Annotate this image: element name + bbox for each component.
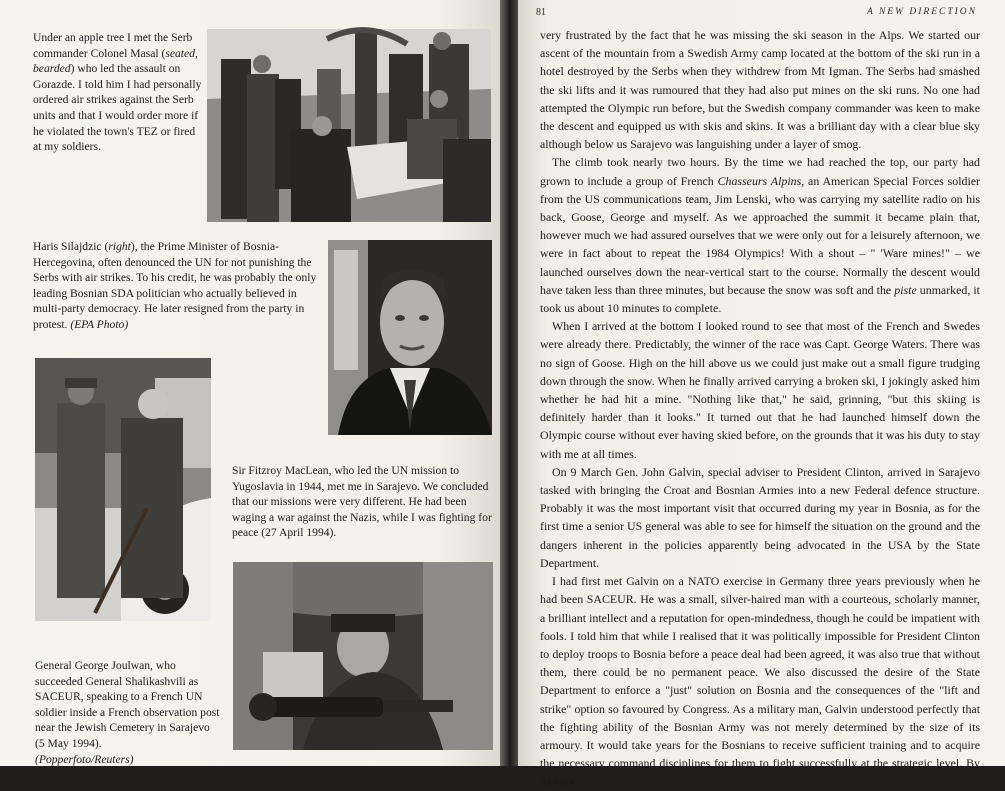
caption-joulwan: General George Joulwan, who succeeded General Shalikashvili as SACEUR, speaking to a French UN soldier inside a French observation post near the Jewish Cemetery in Sarajevo (5 May 1994). (Popperfoto/Reuters) <box>35 659 220 766</box>
page-number: 81 <box>536 7 546 18</box>
paragraph-3: When I arrived at the bottom I looked round to see that most of the French and Swedes were already there. Predictably, the winner of the race was Capt. George Waters. There was no sign of Goose. High on the hill above us we could just make out a small figure trudging down through the snow. When he finally arrived carrying a broken ski, I jokingly asked him whether he had hit a mine. "Nothing like that," he said, grinning, "but this skiing is definitely harder than it looks." It turned out that he had launched himself down the Olympic course without ever having skied before, on the grounds that it was his duty to stay with me at all times. <box>540 319 980 461</box>
paragraph-5: I had first met Galvin on a NATO exercise in Germany three years previously when he had been SACEUR. He was a small, silver-haired man with a courteous, scholarly manner, a brilliant intellect and a reputation for open-mindedness, though he could be impatient with fools. I told him that while I realised that it was politically impossible for President Clinton to deploy troops to Bosnia before a peace deal had been agreed, it was also true that without them, there could be no permanent peace. We also discussed the desire of the State Department to enforce a "just" solution on Bosnia and the consequences of the "lift and strike" option so favoured by Congress. As a military man, Galvin understood perfectly that the fighting ability of the Bosnian Army was not merely determined by the size of its armoury. It would take years for the Bosnians to receive sufficient training and to acquire the necessary command disciplines for them to fight successfully at the strategic level. By its very <box>540 574 980 789</box>
caption-masal: Under an apple tree I met the Serb commander Colonel Masal (seated, bearded) who led the assault on Gorazde. I told him I had personally ordered air strikes against the Serb units and that I would order more if he violated the town's TEZ or fired at my soldiers. <box>33 31 202 154</box>
photo-fitzroy-maclean <box>35 358 211 621</box>
book-gutter <box>500 0 518 766</box>
section-title: A NEW DIRECTION <box>866 7 977 17</box>
caption-maclean: Sir Fitzroy MacLean, who led the UN mission to Yugoslavia in 1944, met me in Sarajevo. We concluded that our missions were very different. He had been waging a war against the Nazis, while I was fighting for peace (27 April 1994). <box>232 464 492 540</box>
right-page <box>518 0 1005 789</box>
caption-silajdzic: Haris Silajdzic (right), the Prime Minister of Bosnia-Hercegovina, often denounced the UN for not punishing the Serbs with air strikes. To his credit, he was probably the only leading Bosnian SDA politician who actually believed in multi-party democracy. He later resigned from the party in protest. (EPA Photo) <box>33 240 317 331</box>
paragraph-1: very frustrated by the fact that he was missing the ski season in the Alps. We started our ascent of the mountain from a Swedish Army camp located at the bottom of the ski run in a hotel destroyed by the Serbs when they withdrew from Mt Igman. The Serbs had smashed the ski lifts and it was rumoured that they had also put mines on the ski runs. No one had attempted the Olympic run before, but the Swedish company commander was keen to make the descent and equipped us with skis and skins. It was a brilliant day with a clear blue sky although below us Sarajevo was languishing under a layer of smog. <box>540 28 980 152</box>
photo-serb-commander-meeting <box>207 29 491 222</box>
left-page <box>0 0 500 766</box>
photo-joulwan-observation-post <box>233 562 493 750</box>
body-text <box>540 26 980 791</box>
photo-haris-silajdzic <box>328 240 492 435</box>
paragraph-2: The climb took nearly two hours. By the time we had reached the top, our party had grown to include a group of French Chasseurs Alpins, an American Special Forces soldier from the US communications team, Jim Lenski, who was carrying my satellite radio on his back, Goose, George and myself. As we approached the summit it became plain that, however much we had assured ourselves that we were only out for a leisurely afternoon, we were in fact about to repeat the 1984 Olympics! With a shout – " 'Ware mines!" – we launched ourselves down the near-vertical start to the course. Normally the descent would have taken less than three minutes, but because the snow was soft and the piste unmarked, it took us about 10 minutes to complete. <box>540 155 980 316</box>
paragraph-4: On 9 March Gen. John Galvin, special adviser to President Clinton, arrived in Sarajevo tasked with bringing the Croat and Bosnian Armies into a new Federal defence structure. Probably it was the most important visit that occurred during my year in Bosnia, as for the first time a senior US general was able to see for himself the situation on the ground and the dangers inherent in the policies apparently being advocated in the USA by the State Department. <box>540 464 980 570</box>
running-head <box>536 7 977 21</box>
